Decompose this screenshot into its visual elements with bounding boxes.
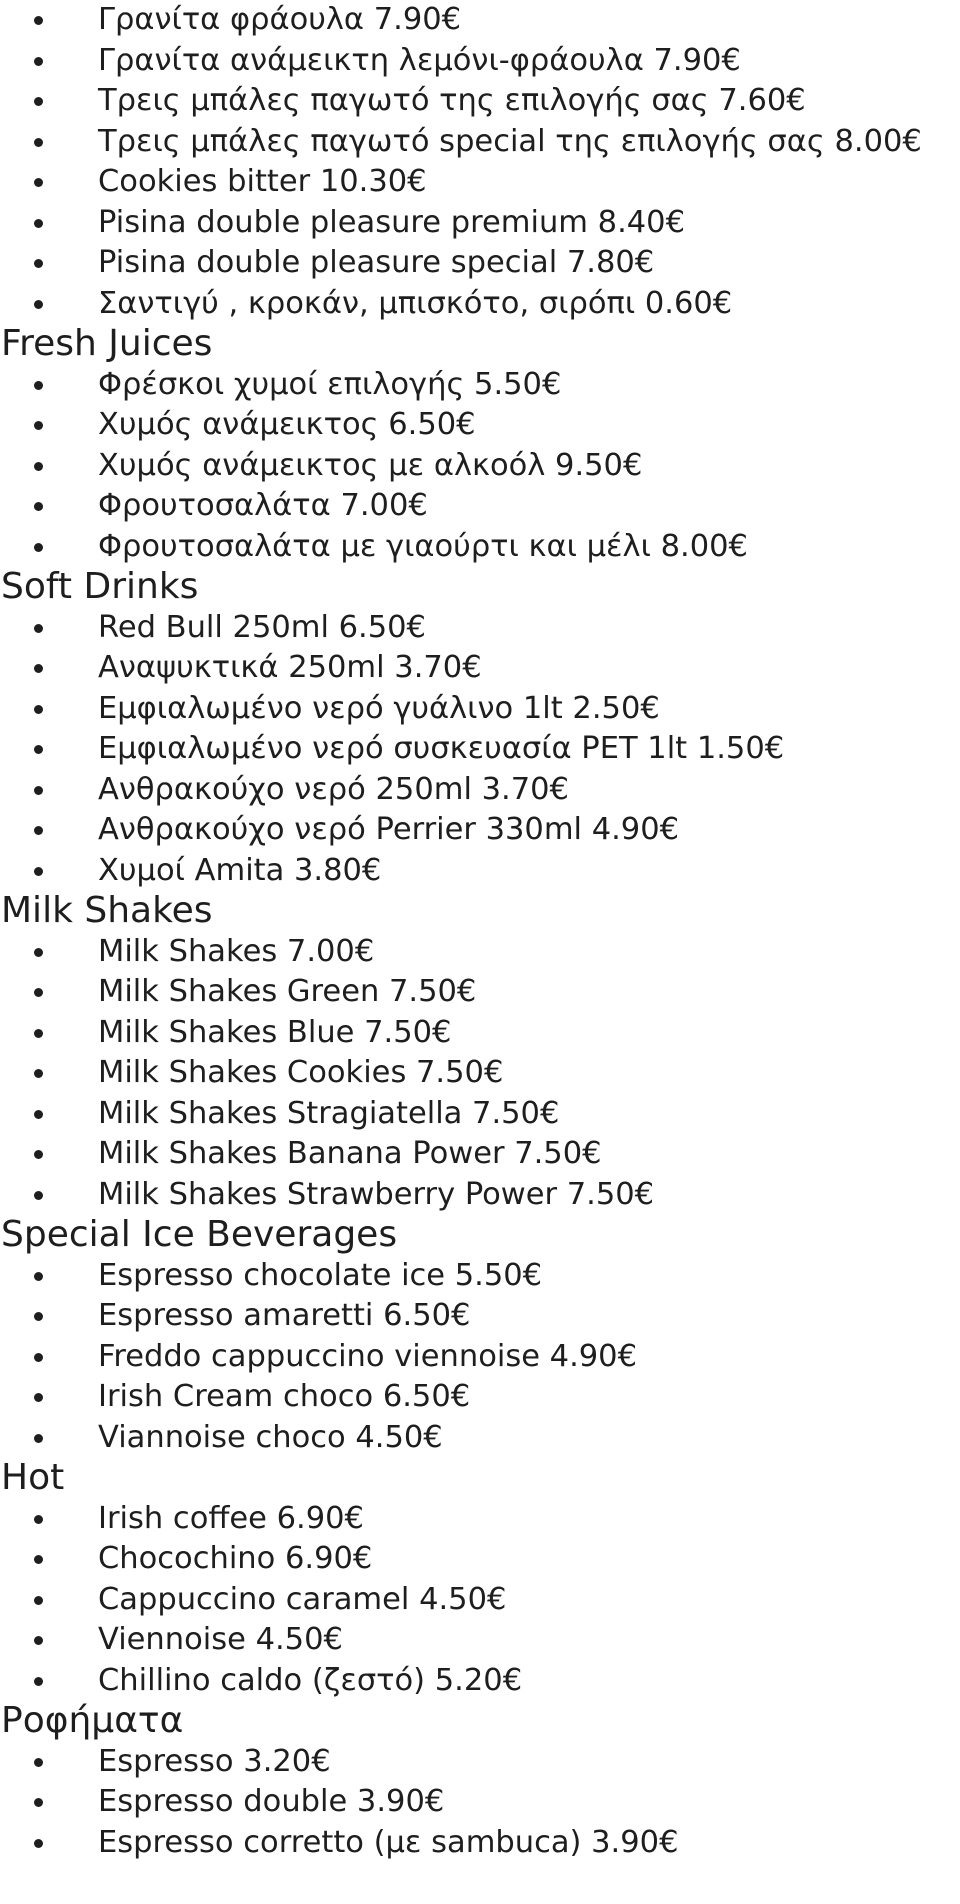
bullet-icon xyxy=(34,219,43,228)
bullet-icon xyxy=(34,1798,43,1807)
item-text: Irish Cream choco 6.50€ xyxy=(98,1379,471,1414)
item-text: Cookies bitter 10.30€ xyxy=(98,164,427,199)
item-text: Freddo cappuccino viennoise 4.90€ xyxy=(98,1338,637,1374)
bullet-icon xyxy=(34,1677,43,1686)
bullet-icon xyxy=(34,664,43,673)
bullet-icon xyxy=(34,138,43,147)
bullet-icon xyxy=(34,1636,43,1645)
list-item xyxy=(0,1742,960,1783)
item-text: Ανθρακούχο νερό Perrier 330ml 4.90€ xyxy=(98,812,680,847)
bullet-icon xyxy=(34,745,43,754)
item-text: Espresso double 3.90€ xyxy=(98,1784,445,1819)
list-item xyxy=(0,1418,960,1459)
list-item xyxy=(0,446,960,487)
item-text: Pisina double pleasure special 7.80€ xyxy=(98,245,655,280)
list-item xyxy=(0,1539,960,1580)
menu-section xyxy=(0,1701,960,1863)
bullet-icon xyxy=(34,1839,43,1848)
item-text: Φρουτοσαλάτα 7.00€ xyxy=(98,488,428,523)
item-text: Chocochino 6.90€ xyxy=(98,1541,373,1576)
bullet-icon xyxy=(34,1555,43,1564)
menu-section xyxy=(0,567,960,891)
bullet-icon xyxy=(34,381,43,390)
item-text: Τρεις μπάλες παγωτό της επιλογής σας 7.60€ xyxy=(98,83,806,118)
list-item xyxy=(0,1094,960,1135)
bullet-icon xyxy=(34,705,43,714)
item-text: Cappuccino caramel 4.50€ xyxy=(98,1581,507,1617)
menu-section xyxy=(0,324,960,567)
list-item xyxy=(0,1782,960,1823)
item-text: Γρανίτα ανάμεικτη λεμόνι-φράουλα 7.90€ xyxy=(98,42,741,78)
list-item xyxy=(0,81,960,122)
list-item xyxy=(0,972,960,1013)
list-item xyxy=(0,203,960,244)
list-item xyxy=(0,527,960,568)
list-item xyxy=(0,1661,960,1702)
item-text: Χυμός ανάμεικτος 6.50€ xyxy=(98,407,476,442)
bullet-icon xyxy=(34,259,43,268)
list-item xyxy=(0,41,960,82)
bullet-icon xyxy=(34,624,43,633)
bullet-icon xyxy=(34,57,43,66)
item-text: Espresso chocolate ice 5.50€ xyxy=(98,1257,543,1293)
bullet-icon xyxy=(34,948,43,957)
section-heading: Soft Drinks xyxy=(1,566,199,607)
item-text: Red Bull 250ml 6.50€ xyxy=(98,609,426,645)
bullet-icon xyxy=(34,300,43,309)
list-item xyxy=(0,1175,960,1216)
item-text: Τρεις μπάλες παγωτό special της επιλογής σας 8.00€ xyxy=(98,123,922,159)
list-item xyxy=(0,770,960,811)
section-heading: Special Ice Beverages xyxy=(1,1214,398,1255)
item-text: Σαντιγύ , κροκάν, μπισκότο, σιρόπι 0.60€ xyxy=(98,285,733,321)
bullet-icon xyxy=(34,502,43,511)
bullet-icon xyxy=(34,1434,43,1443)
bullet-icon xyxy=(34,1029,43,1038)
list-item xyxy=(0,1337,960,1378)
item-text: Irish coffee 6.90€ xyxy=(98,1500,364,1536)
bullet-icon xyxy=(34,867,43,876)
bullet-icon xyxy=(34,16,43,25)
bullet-icon xyxy=(34,1393,43,1402)
list-item xyxy=(0,729,960,770)
bullet-icon xyxy=(34,988,43,997)
section-heading: Fresh Juices xyxy=(1,323,213,364)
item-text: Espresso amaretti 6.50€ xyxy=(98,1298,471,1333)
list-item xyxy=(0,243,960,284)
item-text: Pisina double pleasure premium 8.40€ xyxy=(98,204,685,240)
item-text: Φρέσκοι χυμοί επιλογής 5.50€ xyxy=(98,366,562,402)
list-item xyxy=(0,1580,960,1621)
item-text: Ανθρακούχο νερό 250ml 3.70€ xyxy=(98,771,569,807)
item-text: Milk Shakes Blue 7.50€ xyxy=(98,1014,452,1050)
menu-section xyxy=(0,891,960,1215)
section-heading: Ροφήματα xyxy=(1,1700,184,1741)
bullet-icon xyxy=(34,1353,43,1362)
item-text: Χυμός ανάμεικτος με αλκοόλ 9.50€ xyxy=(98,447,643,483)
item-text: Viannoise choco 4.50€ xyxy=(98,1419,443,1455)
bullet-icon xyxy=(34,462,43,471)
bullet-icon xyxy=(34,1191,43,1200)
bullet-icon xyxy=(34,1110,43,1119)
menu-section xyxy=(0,1215,960,1458)
item-text: Αναψυκτικά 250ml 3.70€ xyxy=(98,650,482,685)
list-item xyxy=(0,1256,960,1297)
list-item xyxy=(0,486,960,527)
list-item xyxy=(0,648,960,689)
item-text: Εμφιαλωμένο νερό συσκευασία PET 1lt 1.50€ xyxy=(98,731,785,766)
item-text: Γρανίτα φράουλα 7.90€ xyxy=(98,2,462,37)
item-text: Milk Shakes 7.00€ xyxy=(98,933,375,969)
item-text: Milk Shakes Banana Power 7.50€ xyxy=(98,1136,602,1171)
bullet-icon xyxy=(34,1069,43,1078)
section-heading: Hot xyxy=(1,1457,65,1498)
list-item xyxy=(0,365,960,406)
menu-section xyxy=(0,0,960,324)
list-item xyxy=(0,1377,960,1418)
list-item xyxy=(0,162,960,203)
item-text: Espresso 3.20€ xyxy=(98,1743,331,1779)
list-item xyxy=(0,1620,960,1661)
bullet-icon xyxy=(34,1272,43,1281)
list-item xyxy=(0,284,960,325)
bullet-icon xyxy=(34,97,43,106)
list-item xyxy=(0,1823,960,1864)
bullet-icon xyxy=(34,1312,43,1321)
bullet-icon xyxy=(34,786,43,795)
bullet-icon xyxy=(34,1515,43,1524)
list-item xyxy=(0,810,960,851)
item-text: Εμφιαλωμένο νερό γυάλινο 1lt 2.50€ xyxy=(98,690,660,726)
bullet-icon xyxy=(34,1150,43,1159)
list-item xyxy=(0,932,960,973)
bullet-icon xyxy=(34,543,43,552)
list-item xyxy=(0,405,960,446)
list-item xyxy=(0,689,960,730)
list-item xyxy=(0,1013,960,1054)
list-item xyxy=(0,1053,960,1094)
bullet-icon xyxy=(34,178,43,187)
menu-section xyxy=(0,1458,960,1701)
item-text: Milk Shakes Stragiatella 7.50€ xyxy=(98,1095,560,1131)
item-text: Milk Shakes Cookies 7.50€ xyxy=(98,1055,504,1090)
item-text: Φρουτοσαλάτα με γιαούρτι και μέλι 8.00€ xyxy=(98,528,748,564)
item-text: Χυμοί Amita 3.80€ xyxy=(98,852,382,888)
list-item xyxy=(0,122,960,163)
item-text: Milk Shakes Strawberry Power 7.50€ xyxy=(98,1176,655,1212)
list-item xyxy=(0,1134,960,1175)
list-item xyxy=(0,1499,960,1540)
item-text: Chillino caldo (ζεστό) 5.20€ xyxy=(98,1662,523,1698)
bullet-icon xyxy=(34,1758,43,1767)
bullet-icon xyxy=(34,1596,43,1605)
list-item xyxy=(0,0,960,41)
item-text: Milk Shakes Green 7.50€ xyxy=(98,974,477,1009)
bullet-icon xyxy=(34,421,43,430)
item-text: Viennoise 4.50€ xyxy=(98,1622,343,1657)
item-text: Espresso corretto (με sambuca) 3.90€ xyxy=(98,1824,679,1860)
list-item xyxy=(0,1296,960,1337)
section-heading: Milk Shakes xyxy=(1,890,213,931)
list-item xyxy=(0,608,960,649)
list-item xyxy=(0,851,960,892)
bullet-icon xyxy=(34,826,43,835)
